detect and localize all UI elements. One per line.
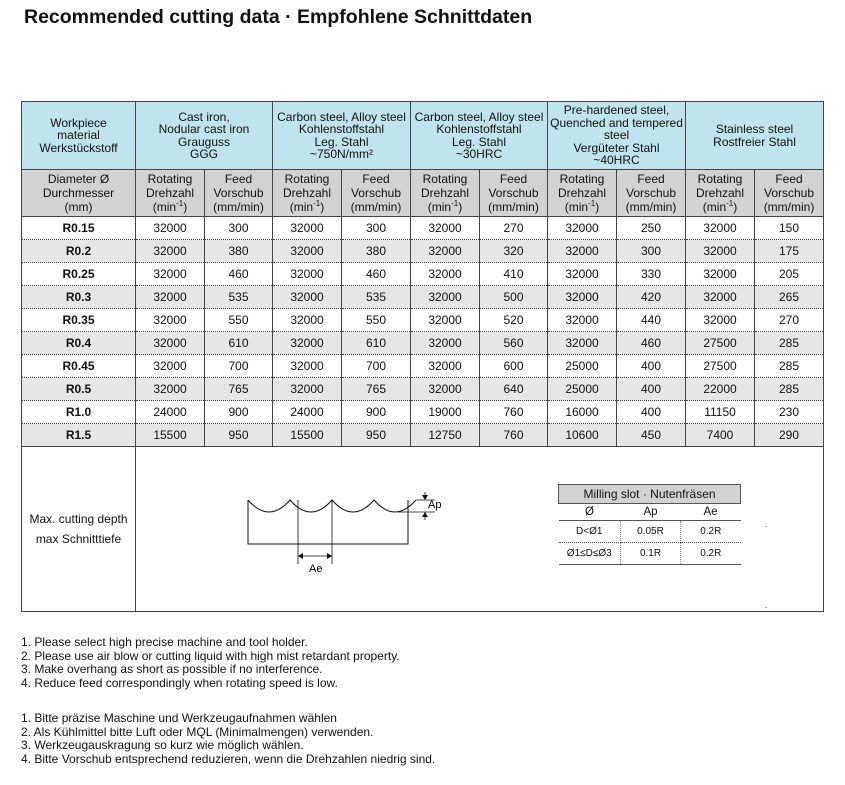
rotating-speed-cell: 32000 <box>548 263 617 286</box>
feed-rate-header: Feed Vorschub (mm/min) <box>480 170 548 217</box>
feed-rate-cell: 285 <box>755 378 824 401</box>
feed-rate-cell: 330 <box>617 263 686 286</box>
stray-dot: . <box>765 601 768 610</box>
feed-rate-cell: 640 <box>480 378 548 401</box>
rotating-speed-cell: 32000 <box>411 263 480 286</box>
table-row <box>22 332 824 355</box>
feed-rate-cell: 900 <box>205 401 273 424</box>
feed-rate-header: Feed Vorschub (mm/min) <box>342 170 411 217</box>
note-line: 3. Make overhang as short as possible if no interference. <box>21 662 323 676</box>
feed-rate-cell: 400 <box>617 355 686 378</box>
feed-rate-cell: 175 <box>755 240 824 263</box>
max-cutting-depth-label: Max. cutting depth max Schnitttiefe <box>22 447 136 612</box>
note-line: 4. Bitte Vorschub entsprechend reduzieren, wenn die Drehzahlen niedrig sind. <box>21 751 436 766</box>
feed-rate-cell: 610 <box>342 332 411 355</box>
feed-rate-cell: 760 <box>480 401 548 424</box>
slot-cell: Ø1≤D≤Ø3 <box>559 543 621 565</box>
rotating-speed-cell: 32000 <box>411 309 480 332</box>
rotating-speed-cell: 32000 <box>548 286 617 309</box>
rotating-speed-cell: 32000 <box>548 240 617 263</box>
feed-rate-cell: 440 <box>617 309 686 332</box>
feed-rate-cell: 270 <box>755 309 824 332</box>
rotating-speed-cell: 25000 <box>548 378 617 401</box>
material-stainless-steel: Stainless steel Rostfreier Stahl <box>686 102 824 170</box>
feed-rate-cell: 400 <box>617 401 686 424</box>
slot-header-diameter: Ø <box>559 504 621 521</box>
feed-rate-cell: 460 <box>342 263 411 286</box>
table-row <box>22 309 824 332</box>
diameter-header: Diameter Ø Durchmesser (mm) <box>22 170 136 217</box>
feed-rate-cell: 460 <box>205 263 273 286</box>
rotating-speed-cell: 32000 <box>136 378 205 401</box>
diameter-cell: R0.3 <box>22 286 136 309</box>
feed-rate-cell: 950 <box>342 424 411 447</box>
rotating-speed-cell: 32000 <box>411 378 480 401</box>
feed-rate-cell: 285 <box>755 355 824 378</box>
material-cast-iron: Cast iron, Nodular cast iron Grauguss GGG <box>136 102 273 170</box>
ae-label: Ae <box>309 563 323 575</box>
feed-rate-cell: 765 <box>342 378 411 401</box>
slot-header-ae: Ae <box>681 504 741 521</box>
feed-rate-cell: 265 <box>755 286 824 309</box>
diameter-cell: R0.2 <box>22 240 136 263</box>
rotating-speed-cell: 32000 <box>273 286 342 309</box>
slot-cell: 0.05R <box>621 521 681 543</box>
feed-rate-cell: 600 <box>480 355 548 378</box>
cutting-depth-diagram <box>240 486 450 578</box>
slot-cell: 0.2R <box>681 521 741 543</box>
note-line: 4. Reduce feed correspondingly when rotating speed is low. <box>21 675 338 690</box>
rotating-speed-cell: 32000 <box>136 263 205 286</box>
feed-rate-cell: 300 <box>342 217 411 240</box>
rotating-speed-cell: 32000 <box>136 332 205 355</box>
rotating-speed-cell: 32000 <box>273 332 342 355</box>
feed-rate-cell: 230 <box>755 401 824 424</box>
material-carbon-steel-750: Carbon steel, Alloy steel Kohlenstoffstahl Leg. Stahl ~750N/mm² <box>273 102 411 170</box>
table-row <box>22 401 824 424</box>
rotating-speed-cell: 32000 <box>136 286 205 309</box>
milling-slot-caption: Milling slot · Nutenfräsen <box>559 485 741 504</box>
feed-rate-cell: 550 <box>342 309 411 332</box>
rotating-speed-cell: 32000 <box>548 332 617 355</box>
diameter-cell: R0.5 <box>22 378 136 401</box>
rotating-speed-cell: 25000 <box>548 355 617 378</box>
rotating-speed-cell: 32000 <box>686 309 755 332</box>
feed-rate-cell: 535 <box>342 286 411 309</box>
rotating-speed-cell: 32000 <box>411 332 480 355</box>
feed-rate-cell: 560 <box>480 332 548 355</box>
feed-rate-cell: 420 <box>617 286 686 309</box>
rotating-speed-header: Rotating Drehzahl $(\min^{-1})$ <box>548 170 617 217</box>
material-carbon-steel-30hrc: Carbon steel, Alloy steel Kohlenstoffstahl Leg. Stahl ~30HRC <box>411 102 548 170</box>
rotating-speed-cell: 22000 <box>686 378 755 401</box>
diameter-cell: R0.25 <box>22 263 136 286</box>
diameter-cell: R1.5 <box>22 424 136 447</box>
feed-rate-cell: 250 <box>617 217 686 240</box>
rotating-speed-cell: 32000 <box>686 240 755 263</box>
feed-rate-cell: 550 <box>205 309 273 332</box>
rotating-speed-cell: 24000 <box>136 401 205 424</box>
milling-slot-table <box>558 484 741 565</box>
feed-rate-cell: 760 <box>480 424 548 447</box>
rotating-speed-cell: 32000 <box>411 240 480 263</box>
rotating-speed-header: Rotating Drehzahl $(\min^{-1})$ <box>136 170 205 217</box>
slot-cell: 0.2R <box>681 543 741 565</box>
feed-rate-cell: 460 <box>617 332 686 355</box>
feed-rate-cell: 950 <box>205 424 273 447</box>
rotating-speed-cell: 32000 <box>273 309 342 332</box>
feed-rate-cell: 450 <box>617 424 686 447</box>
table-row <box>22 217 824 240</box>
rotating-speed-cell: 19000 <box>411 401 480 424</box>
notes-english <box>21 636 400 690</box>
feed-rate-cell: 410 <box>480 263 548 286</box>
rotating-speed-cell: 15500 <box>136 424 205 447</box>
feed-rate-cell: 150 <box>755 217 824 240</box>
rotating-speed-cell: 32000 <box>411 355 480 378</box>
feed-rate-cell: 300 <box>617 240 686 263</box>
rotating-speed-cell: 32000 <box>136 309 205 332</box>
rotating-speed-cell: 32000 <box>136 240 205 263</box>
rotating-speed-cell: 32000 <box>273 240 342 263</box>
feed-rate-cell: 500 <box>480 286 548 309</box>
workpiece-material-header: Workpiece material Werkstückstoff <box>22 102 136 170</box>
rotating-speed-cell: 32000 <box>273 378 342 401</box>
rotating-speed-cell: 32000 <box>548 217 617 240</box>
rotating-speed-cell: 32000 <box>686 217 755 240</box>
ap-label: Ap <box>428 499 442 511</box>
rotating-speed-cell: 27500 <box>686 355 755 378</box>
slot-header-ap: Ap <box>621 504 681 521</box>
diameter-cell: R0.15 <box>22 217 136 240</box>
rotating-speed-cell: 32000 <box>273 263 342 286</box>
diameter-cell: R0.35 <box>22 309 136 332</box>
note-line: 1. Please select high precise machine and tool holder. <box>21 635 308 649</box>
feed-rate-cell: 300 <box>205 217 273 240</box>
rotating-speed-cell: 32000 <box>548 309 617 332</box>
rotating-speed-cell: 15500 <box>273 424 342 447</box>
diameter-cell: R0.45 <box>22 355 136 378</box>
rotating-speed-cell: 7400 <box>686 424 755 447</box>
feed-rate-cell: 765 <box>205 378 273 401</box>
rotating-speed-cell: 32000 <box>136 355 205 378</box>
rotating-speed-cell: 32000 <box>411 217 480 240</box>
table-row <box>22 355 824 378</box>
table-row <box>22 378 824 401</box>
feed-rate-cell: 700 <box>205 355 273 378</box>
rotating-speed-cell: 24000 <box>273 401 342 424</box>
feed-rate-cell: 290 <box>755 424 824 447</box>
feed-rate-header: Feed Vorschub (mm/min) <box>617 170 686 217</box>
rotating-speed-header: Rotating Drehzahl $(\min^{-1})$ <box>686 170 755 217</box>
rotating-speed-cell: 32000 <box>273 355 342 378</box>
feed-rate-cell: 900 <box>342 401 411 424</box>
table-row <box>22 286 824 309</box>
rotating-speed-cell: 16000 <box>548 401 617 424</box>
feed-rate-cell: 400 <box>617 378 686 401</box>
material-prehardened-steel: Pre-hardened steel, Quenched and tempered steel Vergüteter Stahl ~40HRC <box>548 102 686 170</box>
feed-rate-cell: 285 <box>755 332 824 355</box>
feed-rate-header: Feed Vorschub (mm/min) <box>755 170 824 217</box>
slot-cell: 0.1R <box>621 543 681 565</box>
rotating-speed-cell: 32000 <box>136 217 205 240</box>
table-row <box>22 263 824 286</box>
rotating-speed-cell: 32000 <box>273 217 342 240</box>
diameter-cell: R0.4 <box>22 332 136 355</box>
note-line: 2. Als Kühlmittel bitte Luft oder MQL (Minimalmengen) verwenden. <box>21 724 374 739</box>
page-title: Recommended cutting data · Empfohlene Schnittdaten <box>24 6 533 28</box>
feed-rate-cell: 270 <box>480 217 548 240</box>
diameter-cell: R1.0 <box>22 401 136 424</box>
feed-rate-cell: 520 <box>480 309 548 332</box>
feed-rate-cell: 700 <box>342 355 411 378</box>
stray-dot: . <box>765 520 768 529</box>
table-row <box>22 424 824 447</box>
rotating-speed-header: Rotating Drehzahl $(\min^{-1})$ <box>273 170 342 217</box>
rotating-speed-cell: 32000 <box>411 286 480 309</box>
feed-rate-cell: 320 <box>480 240 548 263</box>
rotating-speed-cell: 27500 <box>686 332 755 355</box>
slot-cell: D<Ø1 <box>559 521 621 543</box>
rotating-speed-cell: 32000 <box>686 286 755 309</box>
note-line: 2. Please use air blow or cutting liquid with high mist retardant property. <box>21 648 400 663</box>
feed-rate-cell: 205 <box>755 263 824 286</box>
feed-rate-cell: 380 <box>342 240 411 263</box>
table-row <box>22 240 824 263</box>
notes-german <box>21 712 435 766</box>
feed-rate-cell: 535 <box>205 286 273 309</box>
note-line: 3. Werkzeugauskragung so kurz wie möglich wählen. <box>21 738 304 752</box>
rotating-speed-cell: 10600 <box>548 424 617 447</box>
rotating-speed-cell: 11150 <box>686 401 755 424</box>
feed-rate-header: Feed Vorschub (mm/min) <box>205 170 273 217</box>
feed-rate-cell: 610 <box>205 332 273 355</box>
rotating-speed-cell: 32000 <box>686 263 755 286</box>
rotating-speed-cell: 12750 <box>411 424 480 447</box>
note-line: 1. Bitte präzise Maschine und Werkzeugaufnahmen wählen <box>21 711 337 725</box>
rotating-speed-header: Rotating Drehzahl $(\min^{-1})$ <box>411 170 480 217</box>
feed-rate-cell: 380 <box>205 240 273 263</box>
